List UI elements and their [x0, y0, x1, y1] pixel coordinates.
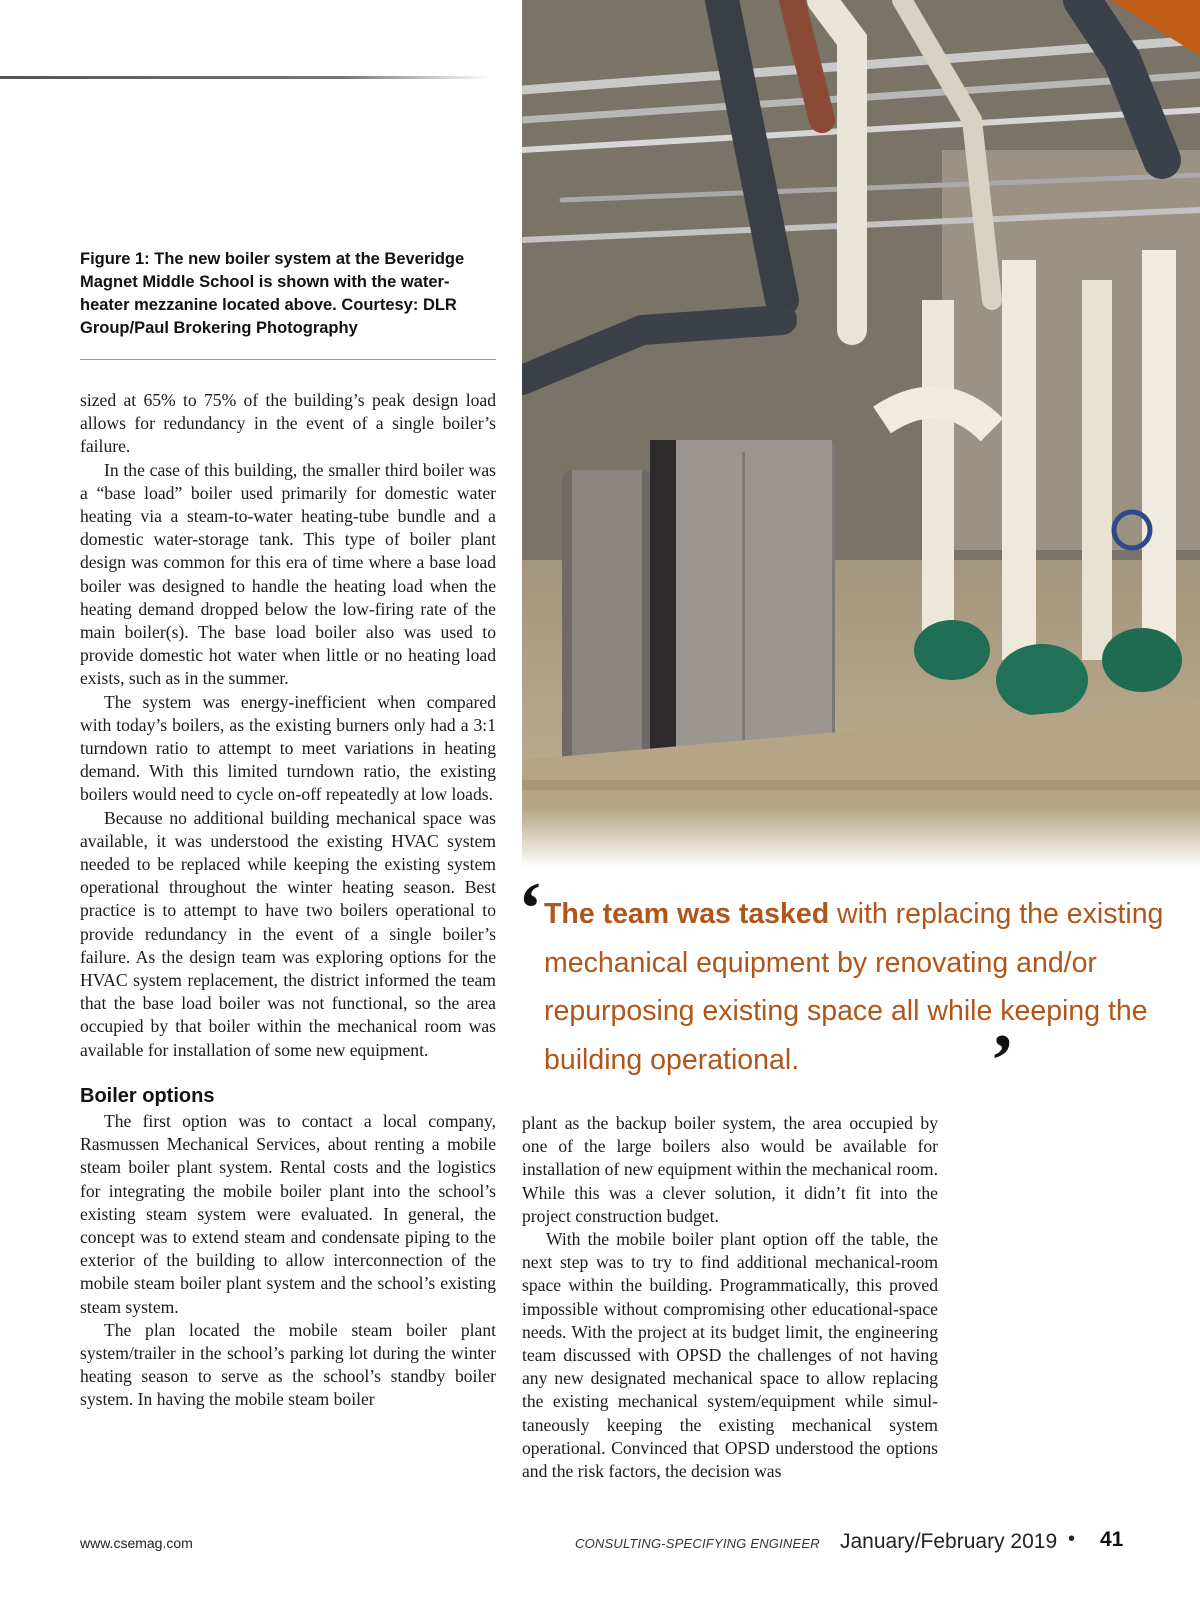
body-column-left	[80, 389, 496, 1412]
footer-bullet: •	[1068, 1528, 1076, 1550]
pull-quote-text: with replacing the existing mechanical equipment by renovating and/or repurposing existing space all while keeping the building operational.	[544, 898, 1164, 1076]
pull-quote-lead: The team was tasked	[544, 898, 830, 930]
open-quote-mark: ‘	[518, 868, 543, 950]
boiler-room-photo	[522, 0, 1200, 868]
paragraph: With the mobile boiler plant option off the table, the next step was to try to find additional mechanical-room space within the building. Programmatically, this proved impossible without compromising other educational-space needs. With the project at its budget limit, the engineering team discussed with OPSD the challenges of not having any new designated mechanical space to allow replacing the existing mechanical system/equipment while simultaneously keeping the existing mechanical system operational. Convinced that OPSD understood the options and the risk factors, the decision was	[522, 1229, 938, 1482]
page-number: 41	[1100, 1528, 1124, 1551]
corner-accent-triangle	[1110, 0, 1200, 56]
paragraph: Because no additional building mechanical space was available, it was understood the existing HVAC system needed to be replaced while keeping the existing system operational throughout the winter heating season. Best practice is to attempt to have two boilers operational to provide redundancy in the event of a single boiler’s failure. As the design team was exploring options for the HVAC system replacement, the district informed the team that the base load boiler was not functional, so the area occupied by that boiler within the mechanical room was available for installation of some new equipment.	[80, 807, 496, 1060]
section-heading: Boiler options	[80, 1084, 215, 1107]
body-column-right	[522, 1112, 938, 1483]
close-quote-mark: ’	[990, 1020, 1015, 1102]
top-rule	[0, 76, 492, 79]
paragraph: The plan located the mobile steam boiler plant system/trailer in the school’s parking lot during the winter heating season to serve as the school’s standby boiler system. In having the mobile steam boiler	[80, 1319, 496, 1410]
paragraph: In the case of this building, the smaller third boiler was a “base load” boiler used primarily for domestic water heating via a steam-to-water heating-tube bundle and a domestic water-storage tank. This type of boiler plant design was common for this era of time where a base load boiler was designed to handle the heating load when the heating demand dropped below the low-firing rate of the main boiler(s). The base load boiler also was used to provide domestic hot water when little or no heating load exists, such as in the summer.	[80, 459, 496, 689]
footer-magazine-name: CONSULTING-SPECIFYING ENGINEER	[575, 1536, 820, 1551]
figure-caption: Figure 1: The new boiler system at the Beveridge Magnet Middle School is shown with the water-heater mezzanine located above. Courtesy: DLR Group/Paul Brokering Photography	[80, 250, 465, 337]
photo-bottom-fade	[522, 808, 1200, 868]
footer-url[interactable]: www.csemag.com	[80, 1535, 193, 1551]
boiler-room-illustration	[522, 0, 1200, 868]
footer-issue-date: January/February 2019	[840, 1530, 1058, 1553]
paragraph: sized at 65% to 75% of the building’s peak design load allows for redundancy in the event of a single boiler’s failure.	[80, 390, 496, 457]
paragraph: The system was energy-inefficient when compared with today’s boilers, as the existing burners only had a 3:1 turndown ratio to attempt to meet variations in heating demand. With this limited turndown ratio, the existing boilers would need to cycle on-off repeatedly at low loads.	[80, 691, 496, 805]
paragraph: plant as the backup boiler system, the area occupied by one of the large boilers also would be available for installation of new equipment within the mechanical room. While this was a clever solution, it didn’t fit into the project construction budget.	[522, 1113, 938, 1226]
caption-divider	[80, 359, 496, 360]
paragraph: The first option was to contact a local company, Rasmussen Mechanical Services, about renting a mobile steam boiler plant system. Rental costs and the logistics for integrating the mobile boiler plant into the school’s existing steam system were evaluated. In general, the concept was to extend steam and condensate piping to the exterior of the building to allow interconnection of the mobile steam boiler plant system and the school’s existing steam system.	[80, 1110, 496, 1317]
pull-quote	[544, 890, 1164, 1084]
